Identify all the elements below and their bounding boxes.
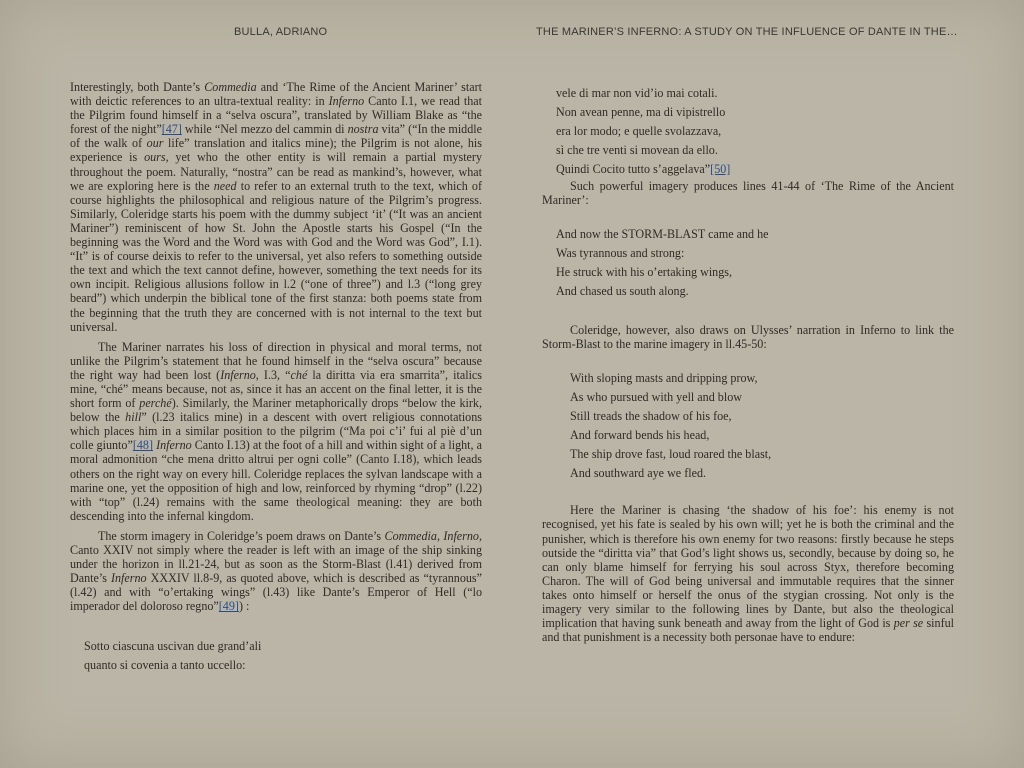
- verse-line: And forward bends his head,: [570, 428, 710, 443]
- italic-run: Commedia: [204, 80, 257, 94]
- text-run: life” translation and italics mine); the Pilgrim is not alone, his experience is: [70, 136, 482, 165]
- paragraph-3: [70, 529, 482, 614]
- right-page-column: [542, 84, 954, 644]
- italic-run: perché: [139, 396, 172, 411]
- text-run: ) :: [238, 599, 250, 614]
- text-run: Here the Mariner is chasing ‘the shadow of his foe’: his enemy is not recognised, yet his fate is sealed by his own will; yet he is both the criminal and the punisher, which is therefore his own enemy for two reasons: firstly because he steps outside the “diritta via” that God’s light shows us, secondly, because by doing so, he can only blame himself for ferrying his soul across Styx, therefore becoming Charon. The will of God being universal and immutable requires that the sinner takes onto himself or herself the onus of the stygian crossing. Not only is the imagery very similar to the following lines by Dante, but also the theological implication that having sunk beneath and away from the light of God is: [542, 503, 954, 631]
- italic-run: our: [146, 136, 164, 151]
- italic-run: per se: [893, 616, 924, 631]
- text-run: Canto I.13) at the foot of a hill and within sight of a light, a moral admonition “che mena dritto altrui per ogni colle” (Canto I.18), which leads others on the right way on every hill. Coleridge replaces the sylvan landscape with a marine one, yet the opposition of high and low, reinforced by rhyming “drop” (l.22) with “top” (l.24) remains with the same theological meaning: they are both descending into the infernal kingdom.: [70, 438, 482, 523]
- verse-line: Non avean penne, ma di vipistrello: [556, 105, 726, 119]
- paragraph-5: Coleridge, however, also draws on Ulysses’ narration in Inferno to link the Storm-Blast to the marine imagery in ll.45-50:: [542, 323, 954, 352]
- italic-run: Commedia: [384, 528, 437, 543]
- text-run: sinful and that punishment is a necessity both personae have to endure:: [542, 616, 955, 645]
- text-run: XXXIV ll.8-9, as quoted above, which is described as “tyrannous” (l.42) and with “o’ertaking wings” (l.43) like Dante’s Emperor of Hell (“lo imperador del doloroso regno”: [70, 571, 482, 614]
- verse-quote-dante: [70, 637, 482, 675]
- footnote-link-48[interactable]: [48]: [132, 438, 153, 453]
- left-page-column: [70, 80, 482, 675]
- text-run: , I.3, “: [255, 367, 291, 382]
- footnote-link-50[interactable]: [50]: [710, 162, 731, 176]
- text-run: ,: [436, 528, 444, 543]
- italic-run: nostra: [347, 122, 379, 137]
- text-run: , yet who the other entity is will remain a partial mystery throughout the poem. Naturally, “nostra” can be read as mankind’s, however, what we are exploring here is the: [70, 150, 482, 193]
- italic-run: hill: [125, 410, 142, 425]
- text-run: ” (l.23 italics mine) in a descent with overt religious connotations which places him in a similar position to the pilgrim (“Ma poi c’i’ fui al piè d’un colle giunto”: [70, 410, 482, 453]
- text-run: The Mariner narrates his loss of direction in physical and moral terms, not unlike the Pilgrim’s statement that he found himself in the “selva oscura” because the right way had been lost (: [70, 339, 482, 382]
- verse-line: Sotto ciascuna uscivan due grand’ali: [84, 639, 262, 654]
- header-title: THE MARINER’S INFERNO: A STUDY ON THE INFLUENCE OF DANTE IN THE…: [536, 26, 958, 38]
- verse-line: The ship drove fast, loud roared the blast,: [570, 447, 772, 462]
- verse-quote-dante-continued: [542, 84, 954, 179]
- text-run: Canto I.1, we read that the Pilgrim found himself in a “selva oscura”, translated by William Blake as “the forest of the night”: [70, 94, 482, 137]
- verse-line: And southward aye we fled.: [570, 466, 707, 481]
- paragraph-2: [70, 340, 482, 523]
- verse-line: And chased us south along.: [556, 284, 689, 299]
- footnote-link-47[interactable]: [47]: [161, 122, 182, 137]
- italic-run: Inferno: [156, 438, 192, 453]
- text-run: and ‘The Rime of the Ancient Mariner’ start with deictic references to an ultra-textual reality: in: [70, 80, 482, 109]
- italic-run: Inferno: [110, 571, 147, 586]
- verse-line: He struck with his o’ertaking wings,: [556, 265, 733, 280]
- verse-line: Still treads the shadow of his foe,: [570, 409, 732, 424]
- text-run: , Canto XXIV not simply where the reader is left with an image of the ship sinking under the horizon in ll.21-24, but as soon as the Storm-Blast (l.41) derived from Dante’s: [70, 528, 483, 586]
- verse-line-text: Quindi Cocito tutto s’aggelava”: [556, 162, 711, 176]
- verse-line: And now the STORM-BLAST came and he: [556, 227, 769, 242]
- text-run: to refer to an external truth to the text, which of course highlights the philosophical and religious nature of the Pilgrim’s progress. Similarly, Coleridge starts his poem with the dummy subject ‘it’ (“It was an ancient Mariner”) reminiscent of how St. John the Apostle starts his Gospel (“In the beginning was the Word and the Word was with God and the Word was God”, I.1). “It” is of course deixis to refer to the universal, yet also refers to something outside the text and which the text cannot define, however, something the text needs for its own incipit. Religious allusions follow in l.2 (“one of three”) and l.3 (“long grey beard”) which underpin the biblical tone of the first stanza: both poems state from the beginning that the truth they are concerned with is not internal to the text but universal.: [70, 178, 482, 334]
- paragraph-1: [70, 80, 482, 334]
- verse-line: vele di mar non vid’io mai cotali.: [556, 86, 718, 100]
- italic-run: ché: [290, 367, 308, 382]
- verse-quote-rime: [542, 225, 954, 301]
- text-run: la diritta via era smarrita”, italics mine, “ché” means because, not as, since it has an accent on the final letter, it is the short form of: [70, 367, 483, 411]
- italic-run: Inferno: [220, 367, 256, 382]
- text-run: ). Similarly, the Mariner metaphorically drops “below the kirk, below the: [70, 396, 483, 425]
- text-run: The storm imagery in Coleridge’s poem draws on Dante’s: [98, 528, 385, 543]
- verse-line: [556, 160, 954, 179]
- paragraph-4: Such powerful imagery produces lines 41-44 of ‘The Rime of the Ancient Mariner’:: [542, 179, 954, 208]
- verse-line: era lor modo; e quelle svolazzava,: [556, 124, 722, 138]
- italic-run: Inferno: [328, 94, 365, 109]
- verse-line: With sloping masts and dripping prow,: [570, 371, 758, 386]
- paragraph-6: [542, 503, 954, 644]
- italic-run: ours: [144, 150, 166, 165]
- text-run: Interestingly, both Dante’s: [70, 80, 205, 94]
- italic-run: need: [213, 178, 237, 193]
- verse-quote-rime-storm: [542, 369, 954, 483]
- text-run: vita” (“In the middle of the walk of: [70, 122, 482, 151]
- verse-line: Was tyrannous and strong:: [556, 246, 685, 261]
- italic-run: Inferno: [443, 528, 479, 543]
- verse-line: sì che tre venti si movean da ello.: [556, 143, 718, 157]
- header-author: BULLA, ADRIANO: [234, 26, 328, 38]
- footnote-link-49[interactable]: [49]: [218, 599, 239, 614]
- verse-line: As who pursued with yell and blow: [570, 390, 742, 405]
- verse-line: quanto si covenia a tanto uccello:: [84, 658, 246, 673]
- text-run: while “Nel mezzo del cammin di: [181, 122, 348, 137]
